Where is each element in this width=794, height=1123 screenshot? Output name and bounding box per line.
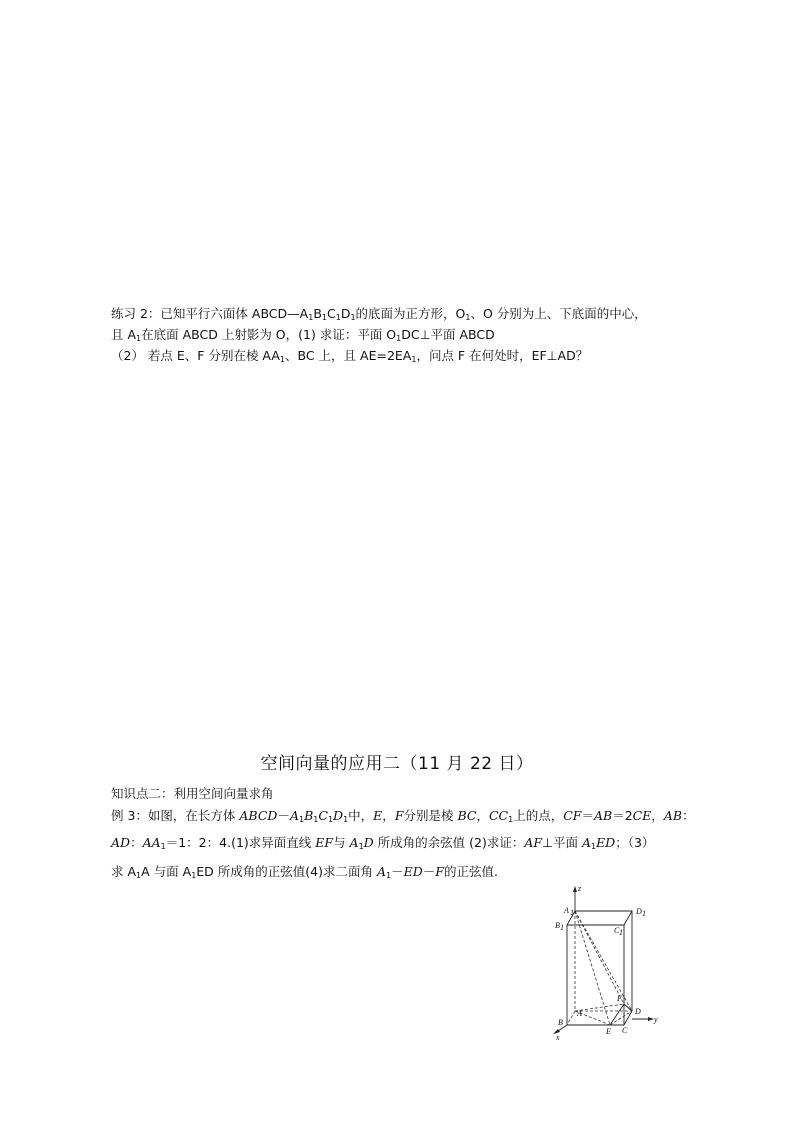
label-D: D	[635, 1007, 641, 1016]
label-A1-sub: 1	[570, 908, 574, 917]
practice-2-line-1	[111, 304, 647, 325]
text: 的正弦值.	[443, 864, 498, 879]
math: A	[581, 835, 591, 850]
subscript: 1	[136, 334, 142, 343]
segment-A-F	[575, 1004, 624, 1011]
text: －	[277, 808, 290, 823]
subscript: 1	[327, 815, 334, 824]
label-A: A	[577, 1009, 582, 1018]
text: ＝2	[612, 808, 633, 823]
text: 例 3：如图，在长方体	[111, 808, 240, 823]
example-3-line-1	[111, 806, 695, 828]
subscript: 1	[358, 842, 364, 851]
math: C	[318, 808, 328, 823]
segment-A1-D	[575, 911, 632, 1011]
practice-2-line-2	[111, 325, 647, 346]
text: 练习 2：已知平行六面体 ABCD—A	[111, 306, 309, 321]
text: －	[391, 864, 404, 879]
subscript: 1	[298, 815, 305, 824]
label-E: E	[606, 1027, 611, 1036]
math: BC	[457, 808, 477, 823]
example-3-line-3	[111, 857, 695, 886]
text: 分别是棱	[403, 808, 458, 823]
text: 在底面 ABCD 上射影为 O，(1) 求证：平面 O	[141, 327, 397, 342]
text: 与	[333, 835, 350, 850]
subscript: 1	[350, 313, 356, 322]
text: （2） 若点 E、F 分别在棱 AA	[111, 348, 280, 363]
subscript: 1	[160, 842, 166, 851]
z-axis-arrow	[573, 886, 577, 892]
math: CE	[632, 808, 652, 823]
label-C1-sub: 1	[619, 928, 623, 937]
text: C	[326, 306, 336, 321]
example-3-problem	[111, 784, 695, 886]
math: D	[333, 808, 344, 823]
segment-E-F	[610, 1004, 624, 1025]
label-B: B	[558, 1018, 563, 1027]
example-3-line-2	[111, 828, 695, 857]
text: ＝1：2：4.(1)求异面直线	[165, 835, 316, 850]
math: A	[349, 835, 359, 850]
subscript: 1	[590, 842, 597, 851]
segment-F-D	[624, 1004, 632, 1011]
math: AD	[111, 835, 131, 850]
math: ABCD	[239, 808, 278, 823]
math: AF	[524, 835, 543, 850]
math: AB	[594, 808, 613, 823]
practice-2-problem	[111, 304, 647, 367]
subscript: 1	[335, 313, 341, 322]
text: 中，	[348, 808, 374, 823]
hidden-edge-A-B	[567, 1011, 575, 1025]
label-x: x	[556, 1033, 560, 1042]
text: ED 所成角的正弦值(4)求二面角	[196, 864, 377, 879]
math: CC	[488, 808, 509, 823]
segment-A1-E	[575, 911, 610, 1025]
text: ，	[382, 808, 395, 823]
subscript: 1	[386, 871, 392, 880]
math: CF	[563, 808, 582, 823]
text: ，问点 F 在何处时，EF⊥AD？	[416, 348, 589, 363]
math: ED	[596, 835, 616, 850]
subscript: 1	[321, 313, 327, 322]
text: 所成角的余弦值 (2)求证：	[373, 835, 525, 850]
label-D1: D	[636, 907, 642, 916]
text: 的底面为正方形，O	[355, 306, 466, 321]
math: AB	[663, 808, 683, 823]
math: B	[304, 808, 314, 823]
text: ，	[476, 808, 489, 823]
subscript: 1	[396, 334, 402, 343]
label-z: z	[578, 884, 582, 893]
label-B1-sub: 1	[560, 923, 564, 932]
text: 上的点，	[513, 808, 564, 823]
text: 且 A	[111, 327, 137, 342]
cuboid-figure	[540, 883, 680, 1043]
cuboid-diagram	[540, 883, 680, 1043]
math: A	[376, 864, 386, 879]
label-F: F	[617, 994, 622, 1003]
text: －	[422, 864, 436, 879]
math: F	[435, 864, 444, 879]
text: ⊥平面	[542, 835, 582, 850]
text: ：	[682, 808, 695, 823]
label-A1: A	[564, 906, 569, 915]
label-B1: B	[555, 921, 560, 930]
section-title: 空间向量的应用二（11 月 22 日）	[260, 754, 534, 774]
subscript: 1	[136, 871, 142, 880]
segment-E-D	[610, 1011, 632, 1025]
text: B	[313, 306, 322, 321]
subscript: 1	[465, 313, 471, 322]
text: DC⊥平面 ABCD	[401, 327, 495, 342]
math: D	[363, 835, 374, 850]
text: ，	[651, 808, 664, 823]
text: A 与面 A	[141, 864, 192, 879]
label-C: C	[622, 1026, 628, 1035]
math: E	[373, 808, 383, 823]
text: 、O 分别为上、下底面的中心，	[470, 306, 647, 321]
subscript: 1	[411, 355, 417, 364]
subscript: 1	[191, 871, 197, 880]
subscript: 1	[279, 355, 285, 364]
subscript: 1	[313, 815, 319, 824]
label-C1: C	[614, 926, 620, 935]
practice-2-line-3	[111, 346, 647, 367]
math: EF	[315, 835, 334, 850]
text: ：	[130, 835, 143, 850]
text: 、BC 上，且 AE=2EA	[284, 348, 412, 363]
label-y: y	[654, 1015, 658, 1024]
math: A	[289, 808, 299, 823]
label-D1-sub: 1	[642, 909, 646, 918]
text: ；（3）	[615, 835, 655, 850]
math: AA	[142, 835, 161, 850]
subscript: 1	[343, 815, 349, 824]
text: 求 A	[111, 864, 137, 879]
text: ＝	[581, 808, 594, 823]
subscript: 1	[308, 313, 314, 322]
text: D	[340, 306, 351, 321]
math: ED	[403, 864, 423, 879]
subscript: 1	[508, 815, 514, 824]
math: F	[394, 808, 404, 823]
knowledge-point-heading: 知识点二：利用空间向量求角	[111, 786, 274, 801]
